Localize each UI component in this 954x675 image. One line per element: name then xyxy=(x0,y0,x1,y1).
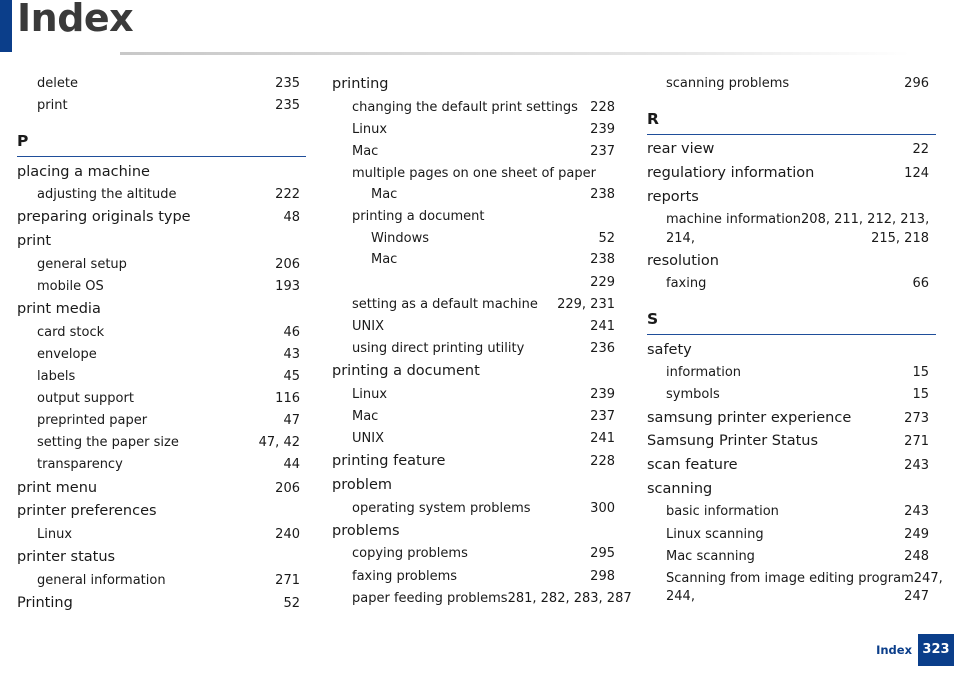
section-heading-p: P xyxy=(17,132,29,150)
index-entry-mac[interactable]: Mac 237 xyxy=(352,144,615,159)
index-entry-preprinted-paper[interactable]: preprinted paper 47 xyxy=(37,413,300,428)
page-title: Index xyxy=(17,0,134,40)
section-divider-s xyxy=(647,334,936,335)
section-heading-r: R xyxy=(647,110,659,128)
index-entry-basic-information[interactable]: basic information 243 xyxy=(666,504,929,519)
index-entry-print-menu[interactable]: print menu 206 xyxy=(17,480,300,496)
index-entry-scanning-image-editing[interactable]: Scanning from image editing program 247, xyxy=(666,571,943,586)
index-entry-linux-scanning[interactable]: Linux scanning 249 xyxy=(666,527,929,542)
index-entry-printer-status[interactable]: printer status xyxy=(17,549,116,565)
index-entry-transparency[interactable]: transparency 44 xyxy=(37,457,300,472)
index-entry-printing-feature[interactable]: printing feature 228 xyxy=(332,453,615,469)
index-entry-mac-scanning[interactable]: Mac scanning 248 xyxy=(666,549,929,564)
index-entry-print[interactable]: print xyxy=(17,233,52,249)
index-entry-mobile-os[interactable]: mobile OS 193 xyxy=(37,279,300,294)
index-entry-card-stock[interactable]: card stock 46 xyxy=(37,325,300,340)
index-entry-scan-feature[interactable]: scan feature 243 xyxy=(647,457,929,473)
index-entry-preparing-originals[interactable]: preparing originals type 48 xyxy=(17,209,300,225)
section-divider-r xyxy=(647,134,936,135)
index-entry-linux[interactable]: Linux 239 xyxy=(352,122,615,137)
index-entry-labels[interactable]: labels 45 xyxy=(37,369,300,384)
index-entry-information[interactable]: information 15 xyxy=(666,365,929,380)
index-entry-envelope[interactable]: envelope 43 xyxy=(37,347,300,362)
index-entry-samsung-status[interactable]: Samsung Printer Status 271 xyxy=(647,433,929,449)
index-entry-unix[interactable]: UNIX 241 xyxy=(352,319,615,334)
index-entry-faxing[interactable]: faxing 66 xyxy=(666,276,929,291)
index-entry-pp-linux[interactable]: Linux 240 xyxy=(37,527,300,542)
index-entry-pad-linux[interactable]: Linux 239 xyxy=(352,387,615,402)
index-entry-scanning-problems[interactable]: scanning problems 296 xyxy=(666,76,929,91)
index-entry-pd-extra[interactable]: 229 xyxy=(590,275,615,290)
index-entry-copying-problems[interactable]: copying problems 295 xyxy=(352,546,615,561)
index-entry-samsung-experience[interactable]: samsung printer experience 273 xyxy=(647,410,929,426)
index-entry-printing-a-document[interactable]: printing a document xyxy=(332,363,480,379)
index-entry-placing-machine[interactable]: placing a machine xyxy=(17,164,150,180)
index-entry-paper-feeding[interactable]: paper feeding problems 281, 282, 283, 287 xyxy=(352,591,632,606)
index-entry-printing[interactable]: printing xyxy=(332,76,389,92)
index-entry-output-support[interactable]: output support 116 xyxy=(37,391,300,406)
index-entry-general-information[interactable]: general information 271 xyxy=(37,573,300,588)
section-divider-p xyxy=(17,156,306,157)
index-entry-print-media[interactable]: print media xyxy=(17,301,101,317)
index-entry-pad-mac[interactable]: Mac 237 xyxy=(352,409,615,424)
index-entry-adjusting-altitude[interactable]: adjusting the altitude 222 xyxy=(37,187,300,202)
index-entry-setting-default[interactable]: setting as a default machine 229, 231 xyxy=(352,297,615,312)
index-entry-pd-mac[interactable]: Mac 238 xyxy=(371,252,615,267)
index-entry-setting-paper-size[interactable]: setting the paper size 47, 42 xyxy=(37,435,300,450)
index-entry-pad-unix[interactable]: UNIX 241 xyxy=(352,431,615,446)
index-entry-problem[interactable]: problem xyxy=(332,477,392,493)
index-entry-printer-preferences[interactable]: printer preferences xyxy=(17,503,157,519)
index-entry-safety[interactable]: safety xyxy=(647,342,692,358)
index-entry-machine-information[interactable]: machine information 208, 211, 212, 213, xyxy=(666,212,930,227)
index-entry-rear-view[interactable]: rear view 22 xyxy=(647,141,929,157)
index-entry-multiple-pages[interactable]: multiple pages on one sheet of paper xyxy=(352,166,596,181)
index-entry-printing-document-sub[interactable]: printing a document xyxy=(352,209,485,224)
index-entry-scanning[interactable]: scanning xyxy=(647,481,713,497)
section-heading-s: S xyxy=(647,310,659,328)
index-entry-faxing-problems[interactable]: faxing problems 298 xyxy=(352,569,615,584)
index-entry-print-top[interactable]: print 235 xyxy=(37,98,300,113)
index-entry-changing-default[interactable]: changing the default print settings 228 xyxy=(352,100,615,115)
footer-section-label: Index xyxy=(876,643,912,657)
index-entry-reports[interactable]: reports xyxy=(647,189,699,205)
index-entry-scanning-image-editing-cont: 244, 247 xyxy=(666,589,929,604)
index-entry-regulatory[interactable]: regulatiory information 124 xyxy=(647,165,929,181)
index-entry-symbols[interactable]: symbols 15 xyxy=(666,387,929,402)
index-entry-machine-information-cont: 214, 215, 218 xyxy=(666,231,929,246)
footer-page-number: 323 xyxy=(918,634,954,666)
index-entry-resolution[interactable]: resolution xyxy=(647,253,719,269)
index-entry-general-setup[interactable]: general setup 206 xyxy=(37,257,300,272)
index-entry-delete[interactable]: delete 235 xyxy=(37,76,300,91)
index-entry-os-problems[interactable]: operating system problems 300 xyxy=(352,501,615,516)
title-divider xyxy=(120,52,910,55)
index-entry-pd-windows[interactable]: Windows 52 xyxy=(371,231,615,246)
index-entry-mp-mac[interactable]: Mac 238 xyxy=(371,187,615,202)
index-entry-printing-cap[interactable]: Printing 52 xyxy=(17,595,300,611)
index-entry-problems[interactable]: problems xyxy=(332,523,400,539)
index-entry-direct-utility[interactable]: using direct printing utility 236 xyxy=(352,341,615,356)
title-accent-bar xyxy=(0,0,12,52)
